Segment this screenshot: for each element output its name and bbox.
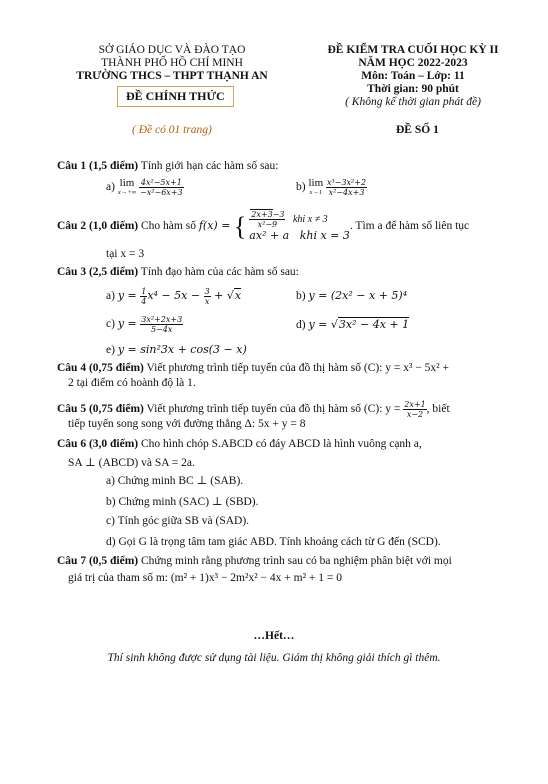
q6-line2: SA ⊥ (ABCD) và SA = 2a. <box>68 457 195 469</box>
q3a-label: a) <box>106 290 115 303</box>
q1a-fraction: $\frac{\text{4x²−5x+1}}{\text{−x²−6x+3}}$ <box>140 178 183 197</box>
q6-text: Cho hình chóp S.ABCD có đáy ABCD là hình vuông cạnh a, <box>138 438 422 450</box>
duration: Thời gian: 90 phút <box>367 83 459 95</box>
exam-title: ĐỀ KIỂM TRA CUỐI HỌC KỲ II <box>327 44 499 56</box>
question-3 <box>57 266 299 278</box>
q1b-fraction: $\frac{\text{x³−3x²+2}}{\text{x²−4x+3}}$ <box>327 178 367 197</box>
question-7 <box>57 555 452 567</box>
q3-part-a: a) y = $\frac{1}{4}$ x⁴ − 5x − $\frac{3}{x}$ + √x <box>106 287 242 306</box>
q2-tail: . Tìm a để hàm số liên tục <box>349 220 470 233</box>
q6-part-c: c) Tính góc giữa SB và (SAD). <box>106 515 250 527</box>
q3-label: Câu 3 (2,5 điểm) <box>57 266 139 278</box>
header-right <box>318 44 508 109</box>
limit-symbol: lim x→+∞ <box>117 176 137 196</box>
q1b-label: b) <box>296 181 306 194</box>
q1-part-a <box>106 178 184 197</box>
piecewise-cases: $\frac{2x+3-3}{\text{x²−9}}$ khi x ≠ 3 ax² + a khi x = 3 <box>249 210 350 242</box>
q3c-label: c) <box>106 318 115 331</box>
exam-code: ĐỀ SỐ 1 <box>396 124 439 136</box>
q4-line2: 2 tại điểm có hoành độ là 1. <box>68 377 196 389</box>
q3-part-d: d) y = √3x² − 4x + 1 <box>296 318 410 331</box>
q1-label: Câu 1 (1,5 điểm) <box>57 160 139 172</box>
dept-name: SỞ GIÁO DỤC VÀ ĐÀO TẠO <box>98 44 246 56</box>
q2-function: f(x) = <box>198 219 234 233</box>
footer-note: Thí sinh không được sử dụng tài liệu. Giám thị không giải thích gì thêm. <box>107 652 441 664</box>
q4-text: Viết phương trình tiếp tuyến của đồ thị hàm số (C): y = x³ − 5x² + <box>143 362 449 374</box>
q3b-label: b) <box>296 290 306 302</box>
q5-fraction: $\frac{2x+1}{x-2}$ <box>404 400 426 419</box>
q2-line2: tại x = 3 <box>106 248 145 260</box>
question-2 <box>57 210 469 243</box>
q7-line2: giá trị của tham số m: (m² + 1)x³ − 2m²x² − 4x + m² + 1 = 0 <box>68 572 342 584</box>
q1-text: Tính giới hạn các hàm số sau: <box>138 160 279 172</box>
q3d-label: d) <box>296 319 306 331</box>
q1a-label: a) <box>106 181 115 194</box>
q6-label: Câu 6 (3,0 điểm) <box>57 438 139 450</box>
question-4 <box>57 362 449 374</box>
header-left <box>62 44 282 83</box>
school-year: NĂM HỌC 2022-2023 <box>358 57 468 69</box>
school-name: TRƯỜNG THCS – THPT THẠNH AN <box>76 70 268 82</box>
end-marker: …Hết… <box>253 630 295 642</box>
q5-text: Viết phương trình tiếp tuyến của đồ thị hàm số (C): y = <box>143 403 404 416</box>
q3-part-e: e) y = sin²3x + cos(3 − x) <box>106 343 247 356</box>
q3-part-c: c) y = $\frac{\text{3x²+2x+3}}{5-4x}$ <box>106 315 183 334</box>
limit-symbol: lim x→1 <box>308 176 324 196</box>
q7-text: Chứng minh rằng phương trình sau có ba nghiệm phân biệt với mọi <box>138 555 452 567</box>
q3-part-b: b) y = (2x² − x + 5)⁴ <box>296 289 408 302</box>
q6-part-d: d) Gọi G là trọng tâm tam giác ABD. Tính khoảng cách từ G đến (SCD). <box>106 536 441 548</box>
q5-label: Câu 5 (0,75 điểm) <box>57 403 144 416</box>
subject: Môn: Toán – Lớp: 11 <box>361 70 465 82</box>
pages-note: ( Đề có 01 trang) <box>132 124 212 136</box>
q2-label: Câu 2 (1,0 điểm) <box>57 220 139 233</box>
q6-part-a: a) Chứng minh BC ⊥ (SAB). <box>106 475 244 487</box>
brace-icon: { <box>233 211 247 241</box>
q3-text: Tính đạo hàm của các hàm số sau: <box>138 266 299 278</box>
question-1 <box>57 160 278 172</box>
city-name: THÀNH PHỐ HỒ CHÍ MINH <box>101 57 243 69</box>
q3e-label: e) <box>106 344 115 356</box>
q1-part-b <box>296 178 367 197</box>
q7-label: Câu 7 (0,5 điểm) <box>57 555 139 567</box>
q2-text: Cho hàm số <box>138 220 199 233</box>
q5-line2: tiếp tuyến song song với đường thẳng Δ: 5x + y = 8 <box>68 418 306 430</box>
q4-label: Câu 4 (0,75 điểm) <box>57 362 144 374</box>
question-6 <box>57 438 422 450</box>
q6-part-b: b) Chứng minh (SAC) ⊥ (SBD). <box>106 496 259 508</box>
official-badge: ĐỀ CHÍNH THỨC <box>117 86 234 107</box>
question-5 <box>57 400 450 419</box>
duration-note: ( Không kể thời gian phát đề) <box>345 96 481 108</box>
q5-tail: , biết <box>426 403 450 416</box>
